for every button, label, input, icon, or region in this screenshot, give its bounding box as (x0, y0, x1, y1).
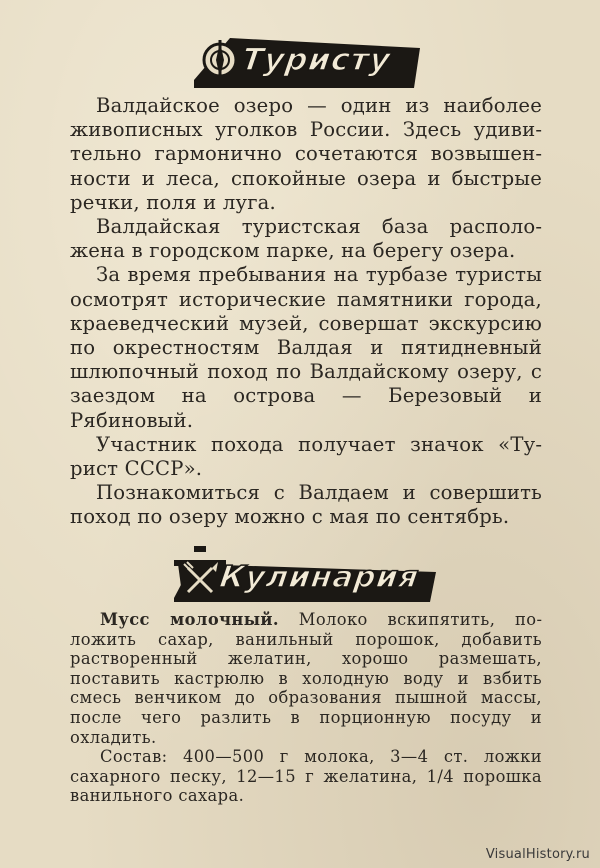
tourist-heading-title: Туристу (239, 42, 394, 78)
culinary-heading-banner (168, 542, 440, 604)
tourist-paragraph: За время пребывания на турбазе туристы осмотрят исторические памятники города, краеведческий музей, совершат экскурсию по окрестностям Валдая и пятидневный шлюпочный поход по Валдайскому озеру, с заездом на острова — Березовый и Рябиновый. (70, 263, 542, 432)
tourist-paragraph: Валдайское озеро — один из наиболее живописных уголков России. Здесь удивительно гармонично сочетаются возвышенности и леса, спокойные озера и быстрые речки, поля и луга. (70, 94, 542, 214)
tourist-article (70, 94, 542, 530)
culinary-heading-title: Кулинария (217, 560, 422, 595)
recipe-instructions: Молоко вскипятить, положить сахар, ванильный порошок, добавить растворенный желатин, хорошо размешать, поставить кастрюлю в холодную воду и взбить смесь венчиком до образования пышной массы, после чего разлить в порционную посуду и охладить. (70, 610, 543, 747)
tourist-paragraph: Валдайская туристская база расположена в городском парке, на берегу озера. (70, 215, 542, 263)
watermark: VisualHistory.ru (485, 847, 590, 862)
recipe-paragraph (70, 610, 542, 747)
recipe-name: Мусс молочный. (100, 610, 279, 629)
culinary-article (70, 610, 542, 806)
tourist-heading-banner (190, 34, 422, 90)
tourist-paragraph: Участник похода получает значок «Турист СССР». (70, 432, 542, 481)
recipe-ingredients: Состав: 400—500 г молока, 3—4 ст. ложки сахарного песку, 12—15 г желатина, 1/4 порошка ванильного сахара. (70, 747, 542, 806)
tourist-paragraph: Познакомиться с Валдаем и совершить поход по озеру можно с мая по сентябрь. (70, 481, 542, 529)
